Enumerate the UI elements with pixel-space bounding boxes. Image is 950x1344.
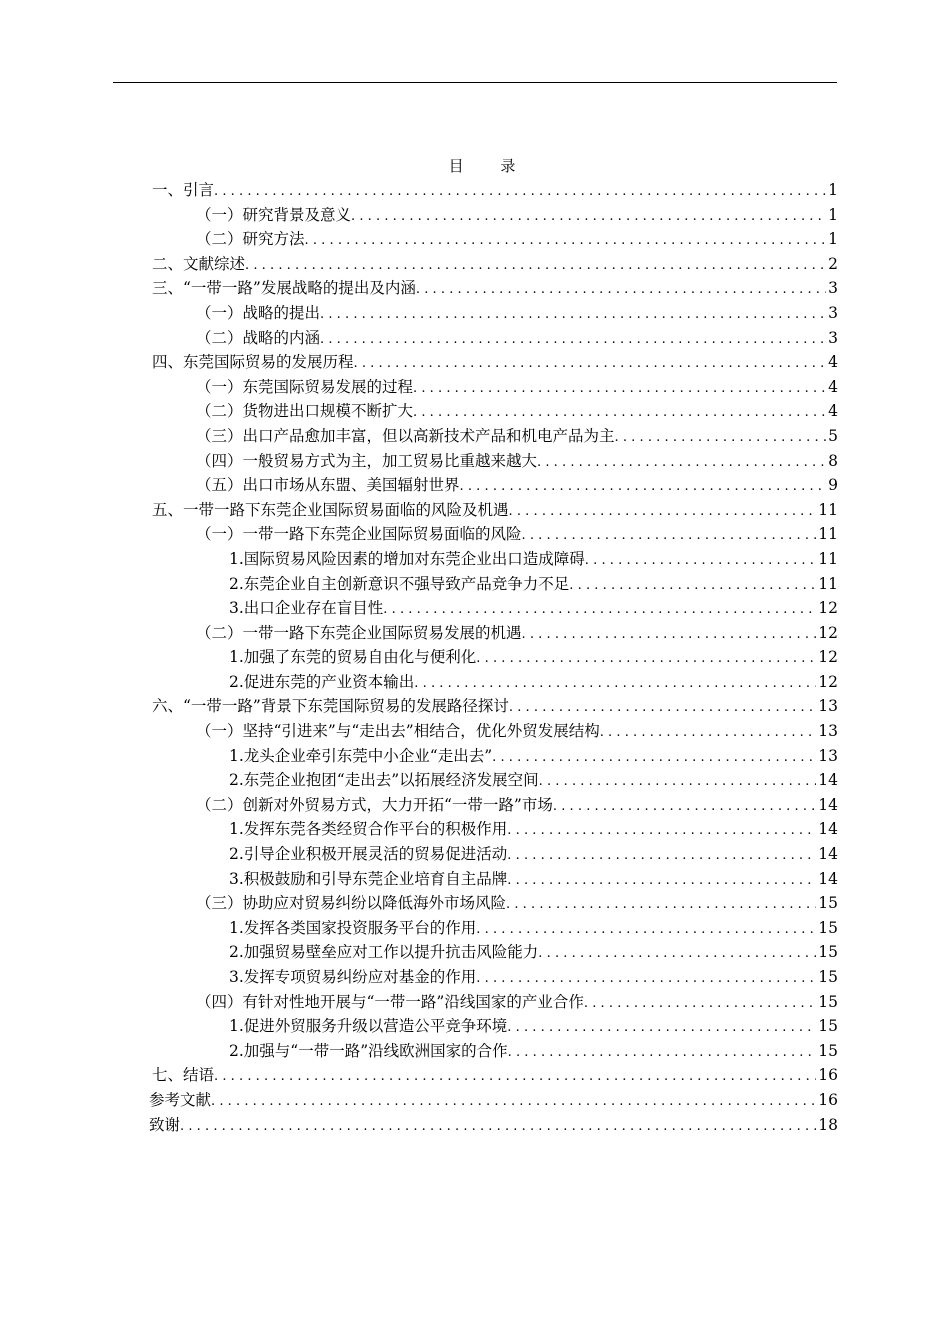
toc-entry[interactable] <box>152 916 838 941</box>
toc-page-number: 11 <box>818 574 838 593</box>
toc-page-number: 4 <box>828 402 838 421</box>
toc-leader-dots <box>354 352 827 377</box>
toc-entry[interactable] <box>152 424 838 449</box>
toc-entry[interactable] <box>152 252 838 277</box>
toc-entry[interactable] <box>152 473 838 498</box>
toc-entry[interactable] <box>152 793 838 818</box>
toc-leader-dots <box>214 180 826 205</box>
toc-entry[interactable] <box>152 867 838 892</box>
table-of-contents <box>149 178 838 1137</box>
toc-entry[interactable] <box>152 326 838 351</box>
toc-leader-dots <box>180 1115 816 1140</box>
toc-leader-dots <box>305 229 827 254</box>
toc-entry-label: 3.发挥专项贸易纠纷应对基金的作用 <box>229 968 477 986</box>
toc-leader-dots <box>351 205 826 230</box>
toc-leader-dots <box>320 328 826 353</box>
toc-page-number: 13 <box>818 722 838 741</box>
toc-entry[interactable] <box>152 670 838 695</box>
toc-entry[interactable] <box>152 276 838 301</box>
toc-leader-dots <box>414 672 816 697</box>
toc-entry-label: 致谢 <box>149 1115 181 1134</box>
toc-entry[interactable] <box>152 203 838 228</box>
toc-entry[interactable] <box>152 375 838 400</box>
toc-entry[interactable] <box>152 842 838 867</box>
toc-page-number: 16 <box>818 1066 838 1085</box>
toc-leader-dots <box>211 1090 816 1115</box>
toc-page-number: 11 <box>818 525 838 544</box>
toc-entry-label: 五、一带一路下东莞企业国际贸易面临的风险及机遇 <box>152 500 509 519</box>
toc-entry-label: （一）坚持“引进来”与“走出去”相结合，优化外贸发展结构 <box>196 722 600 741</box>
toc-leader-dots <box>320 303 826 328</box>
toc-entry-label: （二）创新对外贸易方式，大力开拓“一带一路”市场 <box>196 795 553 814</box>
toc-leader-dots <box>584 992 816 1017</box>
toc-entry-label: （二）一带一路下东莞企业国际贸易发展的机遇 <box>196 623 522 642</box>
toc-entry-label: （五）出口市场从东盟、美国辐射世界 <box>196 476 460 495</box>
toc-entry-label: （四）一般贸易方式为主，加工贸易比重越来越大 <box>196 451 538 470</box>
toc-leader-dots <box>476 918 816 943</box>
toc-entry-label: 四、东莞国际贸易的发展历程 <box>152 353 354 372</box>
toc-entry[interactable] <box>152 1039 838 1064</box>
toc-page-number: 13 <box>818 746 838 765</box>
toc-entry[interactable] <box>152 399 838 424</box>
toc-entry-label: （二）研究方法 <box>196 230 305 249</box>
toc-leader-dots <box>416 278 826 303</box>
toc-page-number: 11 <box>818 549 838 568</box>
toc-entry[interactable] <box>152 719 838 744</box>
toc-page-number: 16 <box>818 1090 838 1109</box>
toc-entry[interactable] <box>152 596 838 621</box>
header-rule <box>113 82 837 83</box>
toc-page-number: 15 <box>818 992 838 1011</box>
toc-entry-label: 2.东莞企业自主创新意识不强导致产品竞争力不足 <box>229 574 570 593</box>
toc-leader-dots <box>507 869 816 894</box>
toc-page-number: 9 <box>828 476 838 495</box>
toc-leader-dots <box>538 942 816 967</box>
toc-leader-dots <box>413 377 826 402</box>
toc-entry-label: 1.促进外贸服务升级以营造公平竞争环境 <box>229 1017 508 1036</box>
toc-entry-label: 参考文献 <box>149 1090 212 1109</box>
toc-page-number: 4 <box>828 353 838 372</box>
toc-entry[interactable] <box>152 694 838 719</box>
toc-entry-label: （三）协助应对贸易纠纷以降低海外市场风险 <box>196 894 507 913</box>
toc-entry[interactable] <box>152 965 838 990</box>
toc-leader-dots <box>506 893 816 918</box>
toc-leader-dots <box>569 574 816 599</box>
toc-entry[interactable] <box>152 1063 838 1088</box>
toc-page-number: 15 <box>818 894 838 913</box>
toc-entry-label: （一）研究背景及意义 <box>196 205 352 224</box>
toc-entry-label: 二、文献综述 <box>152 254 246 273</box>
toc-entry-label: 2.东莞企业抱团“走出去”以拓展经济发展空间 <box>229 771 539 790</box>
toc-leader-dots <box>476 647 816 672</box>
toc-page-number: 11 <box>818 500 838 519</box>
toc-entry-label: 1.加强了东莞的贸易自由化与便利化 <box>229 648 477 667</box>
toc-entry-label: 3.积极鼓励和引导东莞企业培育自主品牌 <box>229 869 508 888</box>
toc-page-number: 3 <box>828 328 838 347</box>
toc-page-number: 12 <box>818 648 838 667</box>
toc-entry[interactable] <box>152 940 838 965</box>
toc-leader-dots <box>507 844 816 869</box>
toc-page-number: 12 <box>818 623 838 642</box>
toc-leader-dots <box>460 475 827 500</box>
toc-page-number: 8 <box>828 451 838 470</box>
toc-entry-label: 2.加强与“一带一路”沿线欧洲国家的合作 <box>229 1041 508 1060</box>
toc-entry[interactable] <box>149 1088 838 1113</box>
toc-page-number: 3 <box>828 279 838 298</box>
toc-page-number: 18 <box>818 1115 838 1134</box>
toc-leader-dots <box>600 721 817 746</box>
toc-page-number: 14 <box>818 869 838 888</box>
toc-leader-dots <box>522 524 817 549</box>
toc-page-number: 12 <box>818 672 838 691</box>
toc-entry-label: 2.加强贸易壁垒应对工作以提升抗击风险能力 <box>229 943 539 962</box>
toc-entry-label: （三）出口产品愈加丰富，但以高新技术产品和机电产品为主 <box>196 426 615 445</box>
toc-entry[interactable] <box>152 350 838 375</box>
toc-page-number: 15 <box>818 1017 838 1036</box>
toc-entry[interactable] <box>152 572 838 597</box>
toc-leader-dots <box>539 770 817 795</box>
toc-entry[interactable] <box>152 744 838 769</box>
toc-entry[interactable] <box>152 547 838 572</box>
toc-leader-dots <box>507 819 816 844</box>
toc-leader-dots <box>615 426 827 451</box>
toc-leader-dots <box>585 549 816 574</box>
toc-page-number: 13 <box>818 697 838 716</box>
toc-page-number: 15 <box>818 918 838 937</box>
toc-entry-label: 六、“一带一路”背景下东莞国际贸易的发展路径探讨 <box>152 697 509 716</box>
toc-page-number: 14 <box>818 795 838 814</box>
toc-entry-label: （一）东莞国际贸易发展的过程 <box>196 377 414 396</box>
toc-page-number: 1 <box>828 205 838 224</box>
toc-leader-dots <box>508 1041 817 1066</box>
toc-entry-label: 3.出口企业存在盲目性 <box>229 599 384 618</box>
toc-page-number: 14 <box>818 845 838 864</box>
toc-entry-label: 1.发挥各类国家投资服务平台的作用 <box>229 918 477 937</box>
toc-entry[interactable] <box>152 498 838 523</box>
toc-entry-label: （二）货物进出口规模不断扩大 <box>196 402 414 421</box>
toc-entry-label: （一）战略的提出 <box>196 303 321 322</box>
toc-entry[interactable] <box>152 645 838 670</box>
toc-entry-label: 1.国际贸易风险因素的增加对东莞企业出口造成障碍 <box>229 549 585 568</box>
toc-page-number: 15 <box>818 1041 838 1060</box>
toc-leader-dots <box>507 1016 816 1041</box>
toc-page-number: 15 <box>818 968 838 986</box>
toc-entry-label: （四）有针对性地开展与“一带一路”沿线国家的产业合作 <box>196 992 584 1011</box>
toc-leader-dots <box>492 746 816 771</box>
toc-entry-label: 2.促进东莞的产业资本输出 <box>229 672 415 691</box>
toc-page-number: 2 <box>828 254 838 273</box>
toc-entry-label: 2.引导企业积极开展灵活的贸易促进活动 <box>229 845 508 864</box>
toc-page-number: 4 <box>828 377 838 396</box>
toc-page-number: 14 <box>818 771 838 790</box>
toc-entry[interactable] <box>152 178 838 203</box>
toc-entry-label: 七、结语 <box>152 1066 215 1085</box>
toc-leader-dots <box>214 1065 816 1090</box>
toc-leader-dots <box>522 623 817 648</box>
toc-page-number: 14 <box>818 820 838 839</box>
toc-title: 目 录 <box>448 157 532 175</box>
toc-entry[interactable] <box>152 768 838 793</box>
toc-leader-dots <box>509 696 816 721</box>
toc-leader-dots <box>413 401 826 426</box>
toc-entry-label: （一）一带一路下东莞企业国际贸易面临的风险 <box>196 525 522 544</box>
toc-entry[interactable] <box>152 522 838 547</box>
toc-entry[interactable] <box>152 621 838 646</box>
toc-entry-label: 一、引言 <box>152 181 215 199</box>
toc-entry[interactable] <box>152 891 838 916</box>
toc-page-number: 1 <box>828 230 838 249</box>
toc-entry[interactable] <box>152 227 838 252</box>
toc-page-number: 3 <box>828 303 838 322</box>
toc-entry[interactable] <box>149 1113 838 1138</box>
toc-leader-dots <box>537 451 826 476</box>
toc-page-number: 1 <box>828 181 838 199</box>
toc-page-number: 15 <box>818 943 838 962</box>
toc-entry-label: 1.发挥东莞各类经贸合作平台的积极作用 <box>229 820 508 839</box>
toc-entry[interactable] <box>152 990 838 1015</box>
toc-entry[interactable] <box>152 449 838 474</box>
toc-leader-dots <box>553 795 816 820</box>
toc-entry-label: 三、“一带一路”发展战略的提出及内涵 <box>152 279 416 298</box>
toc-entry-label: 1.龙头企业牵引东莞中小企业“走出去” <box>229 746 493 765</box>
toc-entry[interactable] <box>152 301 838 326</box>
toc-leader-dots <box>383 598 816 623</box>
toc-leader-dots <box>476 967 816 992</box>
toc-entry[interactable] <box>152 1014 838 1039</box>
toc-page-number: 12 <box>818 599 838 618</box>
toc-leader-dots <box>509 500 817 525</box>
toc-leader-dots <box>245 254 826 279</box>
toc-entry[interactable] <box>152 817 838 842</box>
toc-page-number: 5 <box>828 426 838 445</box>
toc-entry-label: （二）战略的内涵 <box>196 328 321 347</box>
